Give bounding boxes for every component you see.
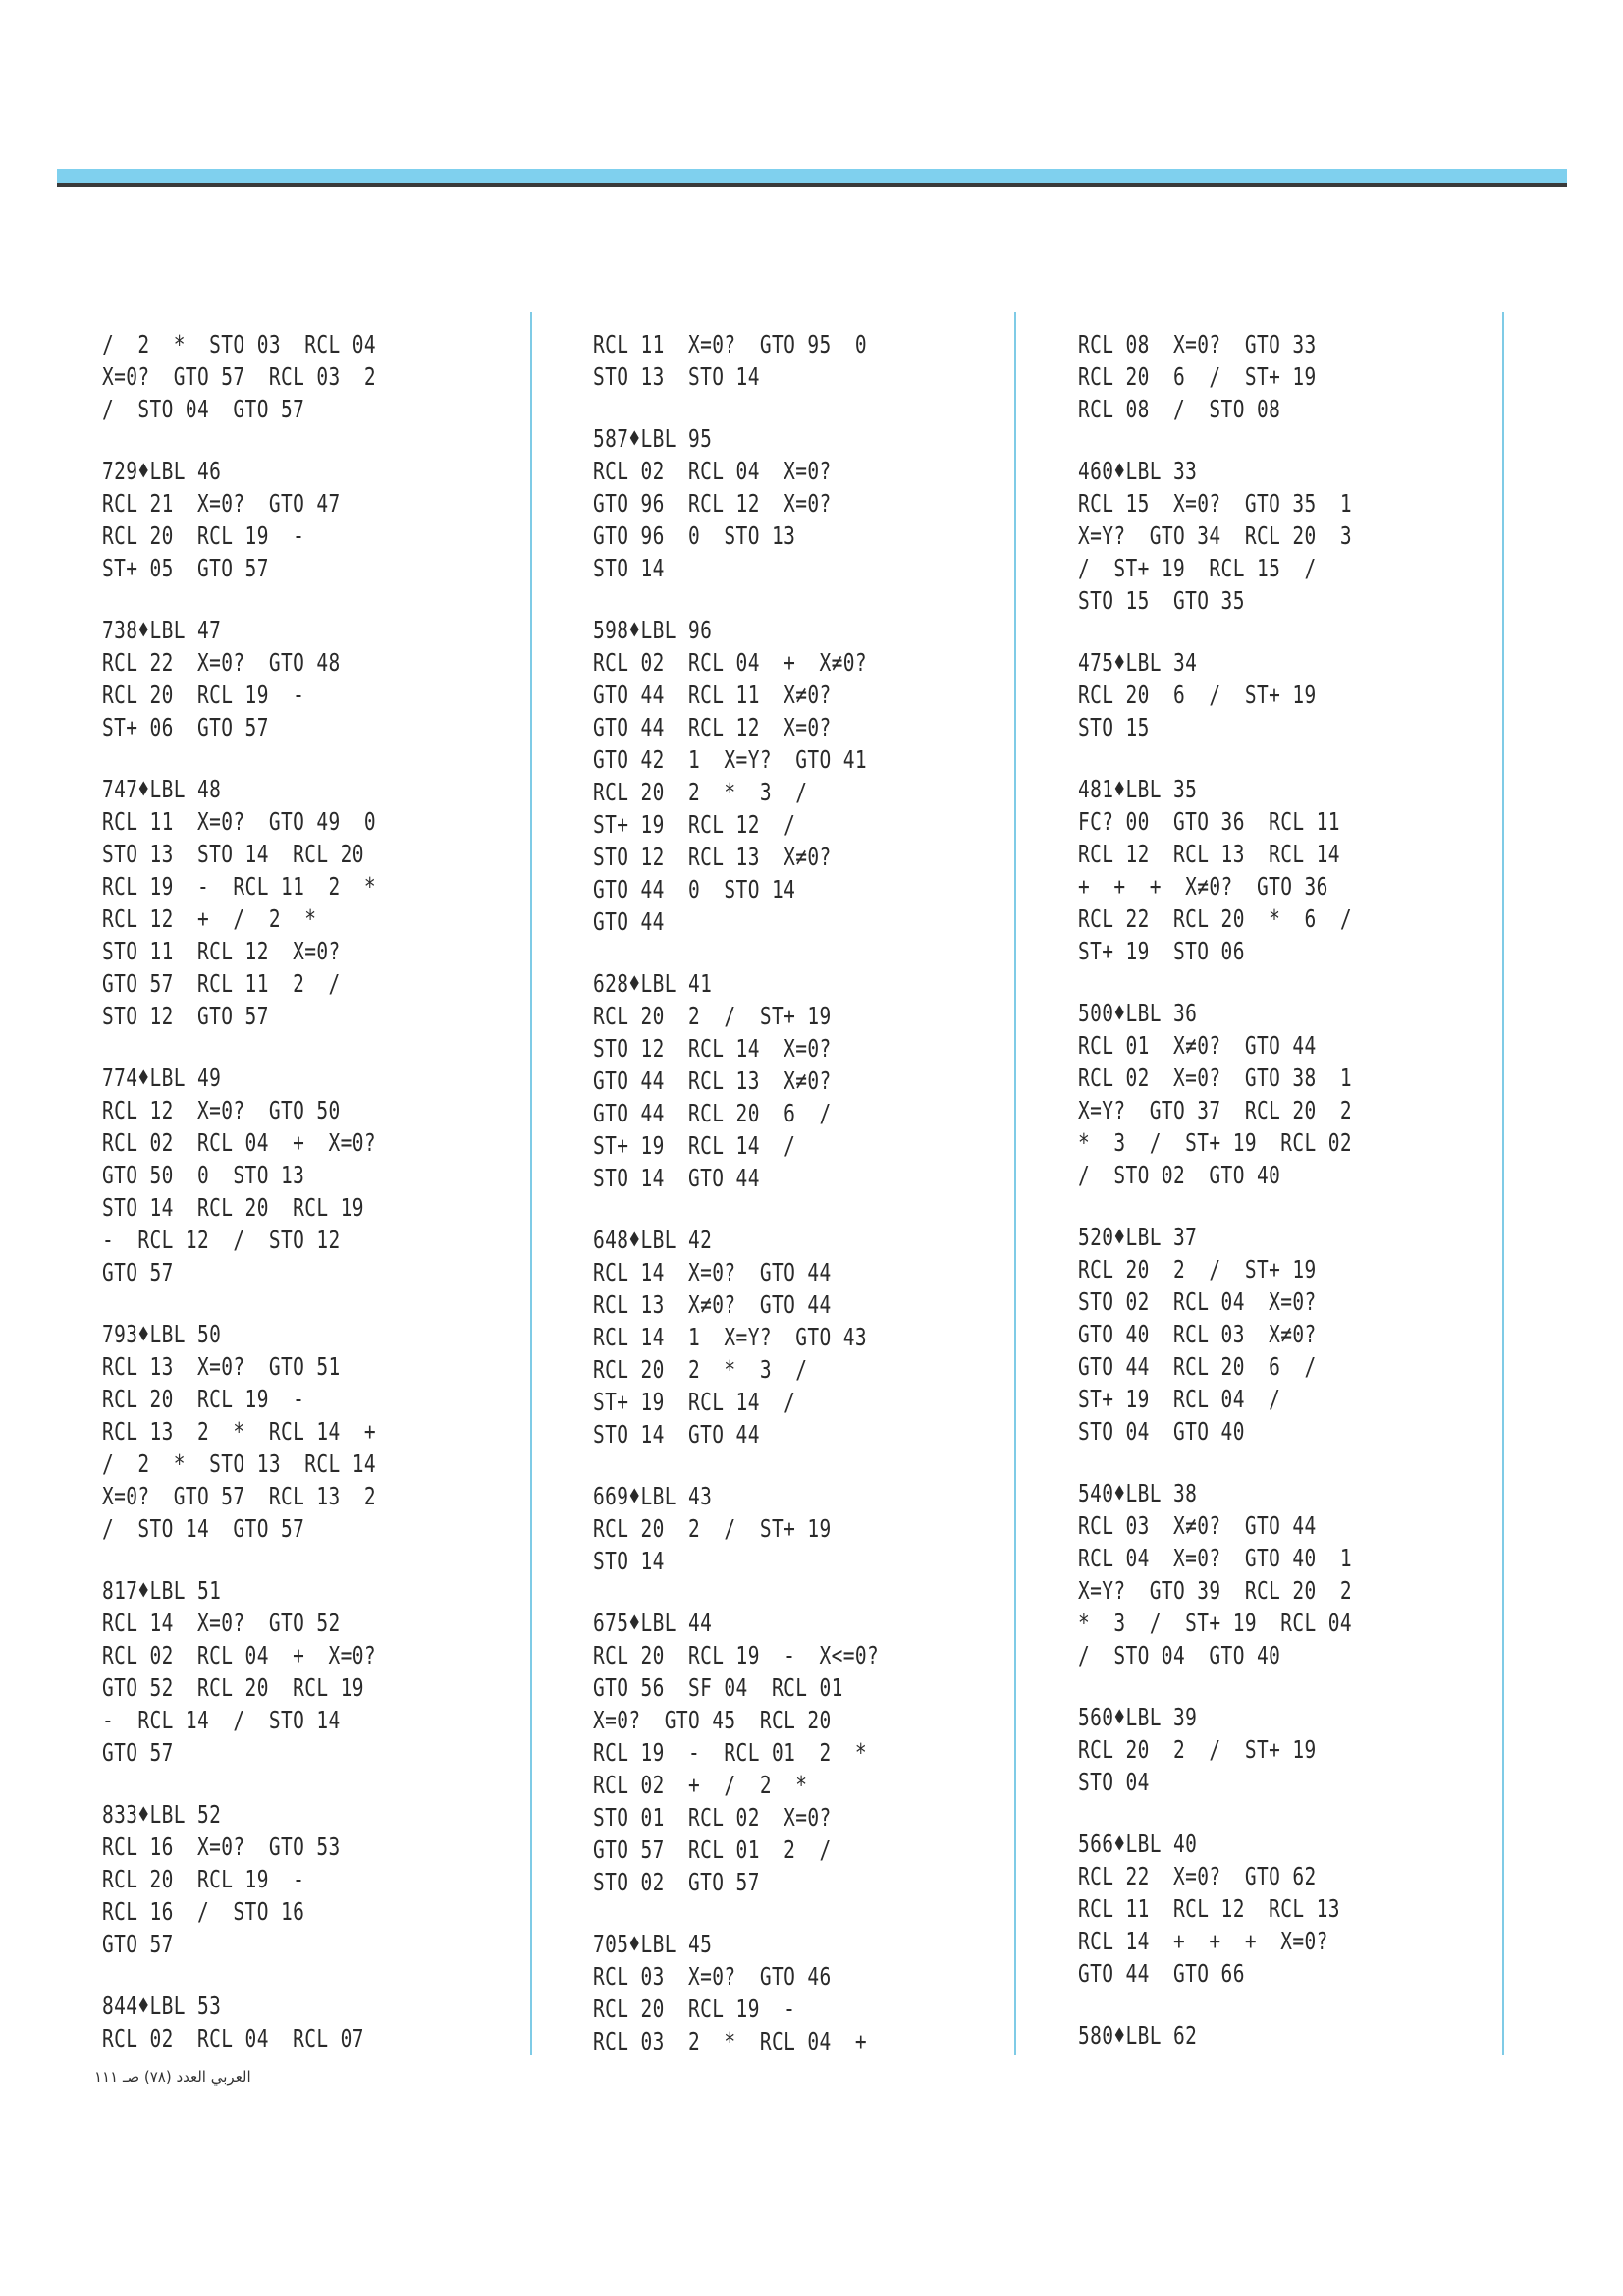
code-line: RCL 15 X=0? GTO 35 1: [1078, 489, 1352, 518]
code-line: GTO 44 RCL 11 X≠0?: [593, 681, 832, 709]
code-line: X=0? GTO 45 RCL 20: [593, 1706, 832, 1734]
code-block: [1078, 1477, 1430, 1671]
code-line: STO 14 GTO 44: [593, 1164, 760, 1192]
code-line: X=Y? GTO 37 RCL 20 2: [1078, 1096, 1352, 1124]
code-line: RCL 13 2 * RCL 14 +: [102, 1417, 376, 1446]
code-line: GTO 44 0 STO 14: [593, 875, 796, 903]
code-line: RCL 02 RCL 04 + X=0?: [102, 1641, 376, 1669]
code-block: [593, 328, 959, 393]
code-line: RCL 02 X=0? GTO 38 1: [1078, 1064, 1352, 1092]
code-block: [1078, 646, 1430, 743]
code-line: RCL 11 RCL 12 RCL 13: [1078, 1894, 1340, 1923]
label-line: 774♦LBL 49: [102, 1064, 222, 1092]
code-line: RCL 20 2 / ST+ 19: [1078, 1735, 1317, 1764]
code-line: RCL 22 X=0? GTO 48: [102, 648, 341, 677]
code-line: RCL 20 2 / ST+ 19: [593, 1002, 832, 1030]
code-line: / 2 * STO 13 RCL 14: [102, 1449, 376, 1478]
code-line: RCL 14 1 X=Y? GTO 43: [593, 1323, 867, 1351]
code-block: [593, 1607, 959, 1898]
code-block: [593, 422, 959, 584]
code-line: / ST+ 19 RCL 15 /: [1078, 554, 1317, 582]
code-line: X=0? GTO 57 RCL 13 2: [102, 1482, 376, 1510]
code-line: ST+ 19 STO 06: [1078, 937, 1245, 965]
code-line: GTO 56 SF 04 RCL 01: [593, 1673, 843, 1702]
code-block: [102, 1318, 454, 1545]
code-block: [1078, 455, 1430, 617]
code-block: [1078, 997, 1430, 1191]
code-block: [1078, 1221, 1430, 1448]
label-line: 817♦LBL 51: [102, 1576, 222, 1605]
label-line: 675♦LBL 44: [593, 1609, 713, 1637]
code-line: GTO 40 RCL 03 X≠0?: [1078, 1320, 1317, 1348]
code-line: RCL 03 X=0? GTO 46: [593, 1962, 832, 1991]
code-line: GTO 44 GTO 66: [1078, 1959, 1245, 1988]
code-line: FC? 00 GTO 36 RCL 11: [1078, 807, 1340, 836]
code-line: STO 11 RCL 12 X=0?: [102, 937, 341, 965]
code-block: [593, 1928, 959, 2057]
code-line: GTO 42 1 X=Y? GTO 41: [593, 745, 867, 774]
label-line: 520♦LBL 37: [1078, 1223, 1198, 1251]
code-line: STO 15: [1078, 713, 1150, 741]
code-line: STO 02 RCL 04 X=0?: [1078, 1287, 1317, 1316]
code-line: STO 12 GTO 57: [102, 1002, 269, 1030]
code-line: STO 04: [1078, 1768, 1150, 1796]
code-line: STO 14 GTO 44: [593, 1420, 760, 1449]
code-line: STO 13 STO 14: [593, 362, 760, 391]
code-block: [1078, 1828, 1430, 1990]
code-block: [102, 455, 454, 584]
code-line: GTO 44 RCL 20 6 /: [593, 1099, 832, 1127]
code-line: - RCL 12 / STO 12: [102, 1226, 341, 1254]
label-line: 580♦LBL 62: [1078, 2021, 1198, 2050]
code-line: - RCL 14 / STO 14: [102, 1706, 341, 1734]
code-line: + + + X≠0? GTO 36: [1078, 872, 1328, 901]
label-line: 540♦LBL 38: [1078, 1479, 1198, 1507]
code-line: GTO 96 0 STO 13: [593, 521, 796, 550]
listing-column-middle: [593, 328, 959, 2087]
code-line: GTO 44 RCL 13 X≠0?: [593, 1066, 832, 1095]
code-line: RCL 11 X=0? GTO 95 0: [593, 330, 867, 358]
label-line: 793♦LBL 50: [102, 1320, 222, 1348]
code-line: RCL 02 RCL 04 + X≠0?: [593, 648, 867, 677]
code-block: [102, 773, 454, 1032]
code-line: RCL 03 2 * RCL 04 +: [593, 2027, 867, 2055]
code-line: RCL 02 RCL 04 RCL 07: [102, 2024, 364, 2052]
code-line: RCL 13 X≠0? GTO 44: [593, 1290, 832, 1319]
label-line: 560♦LBL 39: [1078, 1703, 1198, 1731]
code-line: RCL 14 X=0? GTO 44: [593, 1258, 832, 1286]
code-line: RCL 20 2 / ST+ 19: [1078, 1255, 1317, 1284]
code-line: / STO 04 GTO 40: [1078, 1641, 1281, 1669]
code-line: STO 02 GTO 57: [593, 1868, 760, 1896]
label-line: 833♦LBL 52: [102, 1800, 222, 1829]
code-line: RCL 12 X=0? GTO 50: [102, 1096, 341, 1124]
code-block: [593, 1480, 959, 1577]
column-divider: [530, 312, 532, 2055]
code-line: RCL 20 RCL 19 -: [102, 521, 305, 550]
code-block: [1078, 2019, 1430, 2051]
code-block: [593, 614, 959, 938]
code-line: RCL 13 X=0? GTO 51: [102, 1352, 341, 1381]
code-line: GTO 57: [102, 1738, 174, 1767]
code-line: RCL 19 - RCL 01 2 *: [593, 1738, 867, 1767]
code-line: RCL 20 RCL 19 -: [102, 681, 305, 709]
code-line: ST+ 05 GTO 57: [102, 554, 269, 582]
code-line: GTO 44 RCL 12 X=0?: [593, 713, 832, 741]
listing-column-left: [102, 328, 454, 2084]
code-block: [593, 1224, 959, 1450]
code-block: [102, 1574, 454, 1769]
code-line: RCL 14 + + + X=0?: [1078, 1927, 1328, 1955]
code-line: RCL 02 RCL 04 X=0?: [593, 457, 832, 485]
code-block: [102, 1062, 454, 1288]
code-line: RCL 01 X≠0? GTO 44: [1078, 1031, 1317, 1060]
code-line: STO 15 GTO 35: [1078, 586, 1245, 615]
code-line: GTO 44: [593, 907, 665, 936]
listing-column-right: [1078, 328, 1430, 2081]
code-line: STO 14: [593, 1547, 665, 1575]
code-line: STO 14: [593, 554, 665, 582]
code-line: RCL 14 X=0? GTO 52: [102, 1609, 341, 1637]
code-line: STO 12 RCL 13 X≠0?: [593, 843, 832, 871]
label-line: 500♦LBL 36: [1078, 999, 1198, 1027]
code-line: STO 01 RCL 02 X=0?: [593, 1803, 832, 1831]
code-line: RCL 12 RCL 13 RCL 14: [1078, 840, 1340, 868]
code-line: ST+ 06 GTO 57: [102, 713, 269, 741]
code-line: RCL 20 2 / ST+ 19: [593, 1514, 832, 1543]
code-block: [102, 1990, 454, 2054]
code-line: RCL 20 6 / ST+ 19: [1078, 681, 1317, 709]
code-line: RCL 20 RCL 19 -: [102, 1385, 305, 1413]
code-line: RCL 16 / STO 16: [102, 1897, 305, 1926]
code-block: [593, 967, 959, 1194]
code-line: RCL 21 X=0? GTO 47: [102, 489, 341, 518]
code-line: / 2 * STO 03 RCL 04: [102, 330, 376, 358]
code-line: GTO 57 RCL 11 2 /: [102, 969, 341, 998]
label-line: 598♦LBL 96: [593, 616, 713, 644]
code-line: RCL 16 X=0? GTO 53: [102, 1832, 341, 1861]
code-line: RCL 08 X=0? GTO 33: [1078, 330, 1317, 358]
code-line: STO 04 GTO 40: [1078, 1417, 1245, 1446]
code-line: RCL 19 - RCL 11 2 *: [102, 872, 376, 901]
code-line: GTO 52 RCL 20 RCL 19: [102, 1673, 364, 1702]
code-line: RCL 08 / STO 08: [1078, 395, 1281, 423]
label-line: 460♦LBL 33: [1078, 457, 1198, 485]
code-line: STO 13 STO 14 RCL 20: [102, 840, 364, 868]
header-rule: [57, 169, 1567, 187]
code-block: [102, 614, 454, 743]
code-block: [102, 328, 454, 425]
code-line: GTO 50 0 STO 13: [102, 1161, 305, 1189]
label-line: 747♦LBL 48: [102, 775, 222, 803]
label-line: 705♦LBL 45: [593, 1930, 713, 1958]
code-line: RCL 02 + / 2 *: [593, 1771, 808, 1799]
code-line: RCL 20 6 / ST+ 19: [1078, 362, 1317, 391]
code-line: RCL 20 RCL 19 -: [593, 1995, 796, 2023]
code-line: X=Y? GTO 39 RCL 20 2: [1078, 1576, 1352, 1605]
label-line: 475♦LBL 34: [1078, 648, 1198, 677]
label-line: 481♦LBL 35: [1078, 775, 1198, 803]
code-line: / STO 14 GTO 57: [102, 1514, 305, 1543]
page-footer: العربي العدد (٧٨) صـ ١١١: [94, 2068, 251, 2086]
code-line: GTO 57: [102, 1258, 174, 1286]
code-block: [1078, 773, 1430, 967]
label-line: 669♦LBL 43: [593, 1482, 713, 1510]
code-line: RCL 03 X≠0? GTO 44: [1078, 1511, 1317, 1540]
code-line: ST+ 19 RCL 14 /: [593, 1388, 796, 1416]
label-line: 844♦LBL 53: [102, 1992, 222, 2020]
label-line: 738♦LBL 47: [102, 616, 222, 644]
code-line: RCL 20 RCL 19 -: [102, 1865, 305, 1893]
code-line: / STO 02 GTO 40: [1078, 1161, 1281, 1189]
code-line: * 3 / ST+ 19 RCL 04: [1078, 1609, 1352, 1637]
label-line: 729♦LBL 46: [102, 457, 222, 485]
code-line: STO 12 RCL 14 X=0?: [593, 1034, 832, 1063]
code-line: ST+ 19 RCL 14 /: [593, 1131, 796, 1160]
code-block: [1078, 1701, 1430, 1798]
column-divider: [1014, 312, 1016, 2055]
code-block: [1078, 328, 1430, 425]
label-line: 628♦LBL 41: [593, 969, 713, 998]
code-block: [102, 1798, 454, 1960]
column-divider: [1502, 312, 1504, 2055]
code-line: GTO 57: [102, 1930, 174, 1958]
code-line: RCL 20 2 * 3 /: [593, 778, 808, 806]
code-line: RCL 11 X=0? GTO 49 0: [102, 807, 376, 836]
code-line: X=Y? GTO 34 RCL 20 3: [1078, 521, 1352, 550]
code-line: ST+ 19 RCL 04 /: [1078, 1385, 1281, 1413]
code-line: / STO 04 GTO 57: [102, 395, 305, 423]
code-line: RCL 04 X=0? GTO 40 1: [1078, 1544, 1352, 1572]
label-line: 648♦LBL 42: [593, 1226, 713, 1254]
code-line: STO 14 RCL 20 RCL 19: [102, 1193, 364, 1222]
code-line: GTO 44 RCL 20 6 /: [1078, 1352, 1317, 1381]
code-line: GTO 96 RCL 12 X=0?: [593, 489, 832, 518]
code-line: RCL 12 + / 2 *: [102, 904, 317, 933]
code-line: RCL 20 RCL 19 - X<=0?: [593, 1641, 880, 1669]
code-line: X=0? GTO 57 RCL 03 2: [102, 362, 376, 391]
code-line: RCL 20 2 * 3 /: [593, 1355, 808, 1384]
code-line: ST+ 19 RCL 12 /: [593, 810, 796, 839]
code-line: GTO 57 RCL 01 2 /: [593, 1835, 832, 1864]
code-line: RCL 22 X=0? GTO 62: [1078, 1862, 1317, 1890]
code-line: * 3 / ST+ 19 RCL 02: [1078, 1128, 1352, 1157]
label-line: 566♦LBL 40: [1078, 1830, 1198, 1858]
label-line: 587♦LBL 95: [593, 424, 713, 453]
code-line: RCL 22 RCL 20 * 6 /: [1078, 904, 1352, 933]
code-line: RCL 02 RCL 04 + X=0?: [102, 1128, 376, 1157]
